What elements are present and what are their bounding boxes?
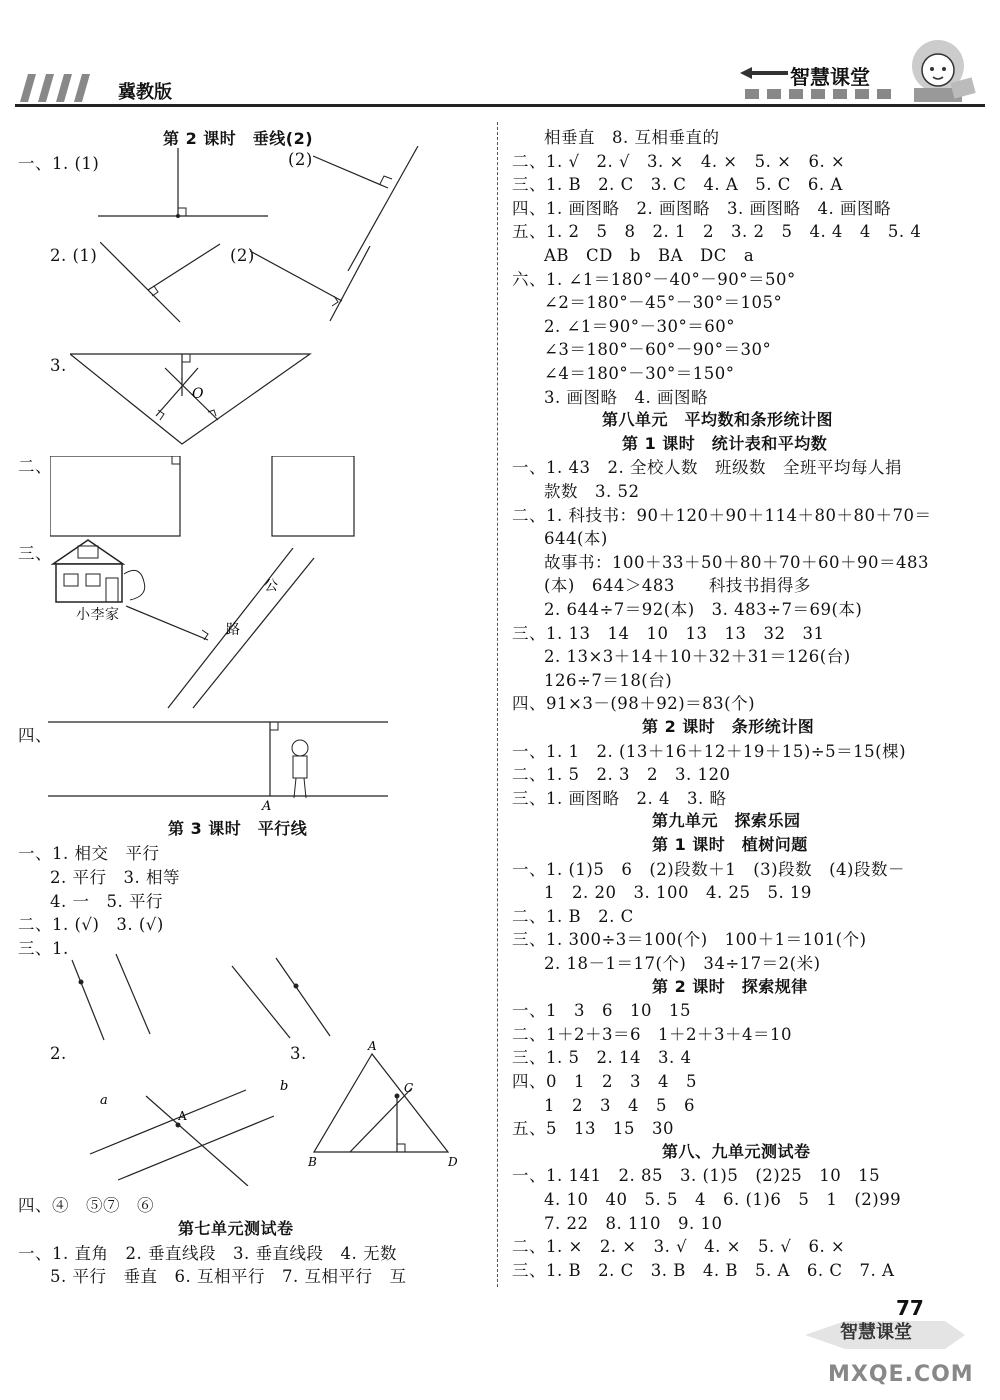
answer-line: (本) 644＞483 科技书捐得多 (544, 576, 811, 596)
answer-line: 644(本) (544, 529, 608, 549)
answer-line: ∠3＝180°－60°－90°＝30° (544, 340, 772, 360)
section-title-unit7-test: 第七单元测试卷 (178, 1219, 294, 1238)
section-title: 第八单元 平均数和条形统计图 (602, 410, 834, 430)
answer-line: 1 2 3 4 5 6 (544, 1095, 695, 1115)
section-title: 第 1 课时 统计表和平均数 (622, 433, 828, 453)
s3-line-4: 二、1. (√) 3. (√) (18, 915, 164, 934)
tri-a-label: A (368, 1040, 377, 1053)
answer-line: 二、1. √ 2. √ 3. × 4. × 5. × 6. × (512, 151, 846, 171)
watermark: MXQE.COM (828, 1362, 974, 1387)
header-stripes-icon (20, 74, 100, 102)
figure-perpendicular-3 (100, 242, 230, 327)
section-title: 第 1 课时 植树问题 (652, 835, 808, 854)
header-squares-icon (745, 89, 905, 101)
figure-perpendicular-1 (98, 148, 278, 223)
road-char-2: 路 (226, 622, 240, 638)
answer-line: 五、1. 2 5 8 2. 1 2 3. 2 5 4. 4 4 5. 4 (512, 222, 922, 242)
answer-line: 三、1. B 2. C 3. C 4. A 5. C 6. A (512, 175, 843, 195)
footer-brand: 智慧课堂 (840, 1322, 912, 1343)
s3-q2-label: 2. (50, 1044, 67, 1063)
q1-sub2-label: (2) (288, 150, 313, 169)
s3-part4: 四、④ ⑤⑦ ⑥ (18, 1196, 154, 1215)
answer-line: 三、1. 13 14 10 13 13 32 31 (512, 623, 825, 643)
point-A-label: A (178, 1109, 187, 1123)
answer-line: 相垂直 8. 互相垂直的 (544, 128, 720, 147)
line-a-label: a (100, 1093, 108, 1108)
answer-line: 3. 画图略 4. 画图略 (544, 387, 708, 407)
answer-line: 二、1. 5 2. 3 2 3. 120 (512, 765, 731, 785)
house-label: 小李家 (76, 607, 120, 623)
point-o-label: O (192, 386, 204, 402)
figure-perpendicular-4 (250, 246, 380, 326)
figure-lines-ab (78, 1046, 293, 1186)
answer-line: 7. 22 8. 110 9. 10 (544, 1213, 723, 1233)
q3-label: 3. (50, 356, 67, 375)
column-divider (497, 122, 498, 1287)
section-title: 第 2 课时 条形统计图 (642, 717, 815, 736)
section-title-lesson2: 第 2 课时 垂线(2) (163, 129, 314, 148)
figure-parallel-lines (68, 954, 358, 1044)
figure-road (118, 548, 318, 718)
answer-line: ∠2＝180°－45°－30°＝105° (544, 293, 783, 313)
q2-sub2-label: (2) (230, 246, 255, 265)
figure-parallel-street (48, 718, 393, 814)
point-a-label: A (262, 799, 272, 814)
section-title: 第八、九单元测试卷 (662, 1141, 811, 1161)
page-number: 77 (896, 1296, 924, 1320)
answer-line: AB CD b BA DC a (544, 246, 755, 265)
answer-line: 一、1. 1 2. (13＋16＋12＋19＋15)÷5＝15(棵) (512, 741, 907, 761)
mascot-girl-icon (900, 36, 980, 108)
answer-line: 二、1. 科技书：90＋120＋90＋114＋80＋80＋70＝ (512, 505, 932, 525)
answer-line: 二、1. B 2. C (512, 906, 634, 926)
answer-line: 五、5 13 15 30 (512, 1119, 674, 1139)
figure-triangle-o (70, 350, 330, 450)
answer-line: 故事书：100＋33＋50＋80＋70＋60＋90＝483 (544, 552, 929, 572)
answer-line: 款数 3. 52 (544, 482, 640, 501)
answer-line: 2. 18－1＝17(个) 34÷17＝2(米) (544, 954, 821, 973)
answer-line: 一、1. 43 2. 全校人数 班级数 全班平均每人捐 (512, 458, 902, 478)
part2-label: 二、 (18, 457, 52, 476)
answer-line: 三、1. 画图略 2. 4 3. 略 (512, 788, 727, 808)
s3-line-5: 三、1. (18, 939, 69, 958)
tri-c-label: C (404, 1081, 414, 1095)
answer-line: 三、1. 5 2. 14 3. 4 (512, 1048, 692, 1068)
answer-line: 六、1. ∠1＝180°－40°－90°＝50° (512, 269, 796, 289)
part3-label: 三、 (18, 544, 52, 563)
answer-line: 4. 10 40 5. 5 4 6. (1)6 5 1 (2)99 (544, 1190, 902, 1209)
answer-line: 四、0 1 2 3 4 5 (512, 1072, 697, 1091)
section-title: 第九单元 探索乐园 (652, 811, 801, 831)
figure-triangle-abd (308, 1040, 468, 1170)
answer-line: 二、1＋2＋3＝6 1＋2＋3＋4＝10 (512, 1024, 792, 1044)
section-title: 第 2 课时 探索规律 (652, 976, 808, 996)
answer-line: 三、1. B 2. C 3. B 4. B 5. A 6. C 7. A (512, 1260, 895, 1280)
q1-label: 一、1. (1) (18, 154, 100, 173)
answer-line: 126÷7＝18(台) (544, 670, 673, 690)
arrow-left-icon (740, 66, 788, 80)
answer-line: 四、91×3－(98＋92)＝83(个) (512, 694, 756, 714)
part4-label: 四、 (18, 726, 52, 745)
answer-line: 二、1. × 2. × 3. √ 4. × 5. √ 6. × (512, 1237, 846, 1257)
answer-line: 一、1. 141 2. 85 3. (1)5 (2)25 10 15 (512, 1166, 881, 1186)
s3-q3-label: 3. (290, 1044, 307, 1063)
answer-line: 1 2. 20 3. 100 4. 25 5. 19 (544, 883, 812, 903)
s3-line-1: 一、1. 相交 平行 (18, 844, 160, 863)
t7-line-1: 一、1. 直角 2. 垂直线段 3. 垂直线段 4. 无数 (18, 1244, 397, 1263)
answer-line: 一、1. (1)5 6 (2)段数＋1 (3)段数 (4)段数－ (512, 859, 905, 879)
s3-line-2: 2. 平行 3. 相等 (50, 868, 180, 887)
header-rule (15, 104, 985, 107)
section-title-lesson3: 第 3 课时 平行线 (168, 819, 308, 838)
answer-line: 2. 644÷7＝92(本) 3. 483÷7＝69(本) (544, 600, 863, 619)
answer-line: 2. ∠1＝90°－30°＝60° (544, 316, 736, 336)
brand-title: 智慧课堂 (790, 65, 870, 89)
t7-line-2: 5. 平行 垂直 6. 互相平行 7. 互相平行 互 (50, 1267, 407, 1286)
tri-d-label: D (448, 1155, 458, 1169)
answer-line: 一、1 3 6 10 15 (512, 1001, 691, 1021)
q2-label: 2. (1) (50, 246, 98, 265)
figure-rectangles (50, 456, 390, 540)
answer-line: 三、1. 300÷3＝100(个) 100＋1＝101(个) (512, 930, 867, 950)
answer-line: ∠4＝180°－30°＝150° (544, 364, 735, 383)
edition-label: 冀教版 (118, 82, 172, 103)
answer-line: 2. 13×3＋14＋10＋32＋31＝126(台) (544, 647, 851, 667)
s3-line-3: 4. 一 5. 平行 (50, 892, 163, 911)
road-char-1: 公 (264, 578, 278, 594)
tri-b-label: B (308, 1155, 317, 1169)
answer-line: 四、1. 画图略 2. 画图略 3. 画图略 4. 画图略 (512, 198, 891, 218)
line-b-label: b (280, 1079, 289, 1094)
